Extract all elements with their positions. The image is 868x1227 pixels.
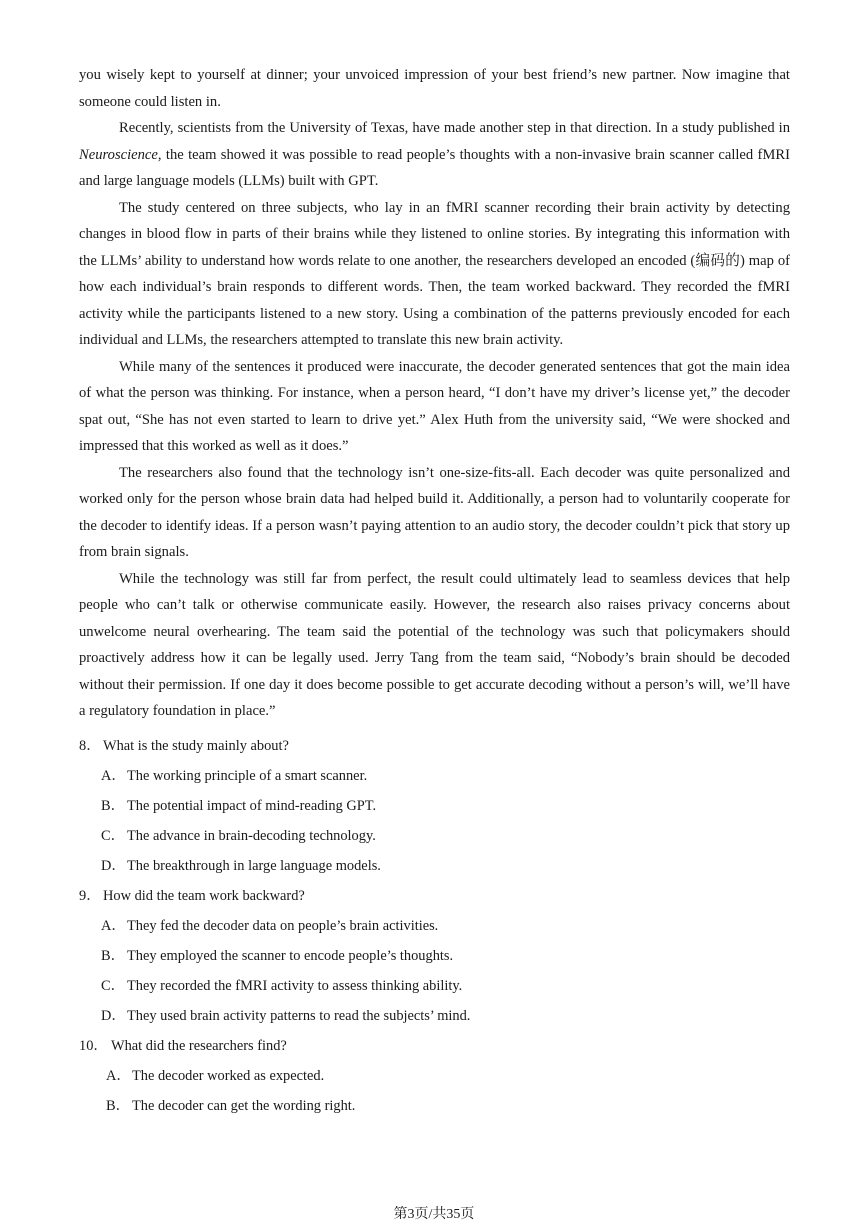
- question-stem: [79, 731, 790, 761]
- question-stem: [79, 1031, 790, 1061]
- option-text: The working principle of a smart scanner.: [127, 768, 368, 784]
- passage-paragraph-3: The study centered on three subjects, who lay in an fMRI scanner recording their brain activity by detecting changes in blood flow in parts of their brains while they listened to online stories. By integrating this information with the LLMs’ ability to understand how words relate to one another, the researchers developed an encoded (编码的) map of how each individual’s brain responds to different words. Then, the team worked backward. They recorded the fMRI activity while the participants listened to a new story. Using a combination of the patterns previously encoded for each individual and LLMs, the researchers attempted to translate this new brain activity.: [79, 199, 790, 348]
- passage-paragraph-4: While many of the sentences it produced were inaccurate, the decoder generated sentences that got the main idea of what the person was thinking. For instance, when a person heard, “I don’t have my driver’s license yet,” the decoder spat out, “She has not even started to learn to drive yet.” Alex Huth from the university said, “We were shocked and impressed that this worked as well as it does.”: [79, 358, 790, 454]
- answer-option[interactable]: [79, 1001, 790, 1031]
- question-text: What is the study mainly about?: [103, 738, 289, 754]
- question-text: What did the researchers find?: [111, 1038, 287, 1054]
- option-text: The advance in brain-decoding technology.: [127, 828, 376, 844]
- option-text: They recorded the fMRI activity to assess thinking ability.: [127, 978, 463, 994]
- question-10: [79, 1031, 790, 1121]
- option-text: The decoder can get the wording right.: [132, 1098, 356, 1114]
- option-letter: A．: [101, 768, 126, 784]
- journal-name: Neuroscience: [79, 146, 158, 163]
- question-number: 8．: [79, 738, 101, 754]
- passage-paragraph-6: While the technology was still far from perfect, the result could ultimately lead to seamless devices that help people who can’t talk or otherwise communicate easily. However, the research also raises privacy concerns about unwelcome neural overhearing. The team said the potential of the technology was such that policymakers should proactively address how it can be legally used. Jerry Tang from the team said, “Nobody’s brain should be decoded without their permission. If one day it does become possible to get accurate decoding without a person’s will, we’ll have a regulatory foundation in place.”: [79, 570, 790, 719]
- option-letter: B．: [106, 1098, 130, 1114]
- option-text: The decoder worked as expected.: [132, 1068, 325, 1084]
- option-text: They used brain activity patterns to read the subjects’ mind.: [127, 1008, 471, 1024]
- answer-option[interactable]: [79, 851, 790, 881]
- option-letter: C．: [101, 828, 125, 844]
- passage-paragraph-5: The researchers also found that the technology isn’t one-size-fits-all. Each decoder was quite personalized and worked only for the person whose brain data had helped build it. Additionally, a person had to voluntarily cooperate for the decoder to identify ideas. If a person wasn’t paying attention to an audio story, the decoder couldn’t pick that story up from brain signals.: [79, 464, 790, 560]
- answer-option[interactable]: [79, 971, 790, 1001]
- option-letter: A．: [106, 1068, 131, 1084]
- answer-option[interactable]: [79, 941, 790, 971]
- option-text: They fed the decoder data on people’s brain activities.: [127, 918, 439, 934]
- option-text: The potential impact of mind-reading GPT.: [127, 798, 377, 814]
- answer-option[interactable]: [79, 821, 790, 851]
- question-number: 10．: [79, 1038, 108, 1054]
- paragraph-text: , the team showed it was possible to read people’s thoughts with a non-invasive brain scanner called fMRI and large language models (LLMs) built with GPT.: [79, 146, 790, 189]
- answer-option[interactable]: [79, 1061, 790, 1091]
- answer-option[interactable]: [79, 791, 790, 821]
- answer-option[interactable]: [79, 761, 790, 791]
- paragraph-text: Recently, scientists from the University of Texas, have made another step in that direction. In a study published in: [119, 120, 790, 136]
- answer-option[interactable]: [79, 911, 790, 941]
- option-text: The breakthrough in large language models.: [127, 858, 381, 874]
- question-text: How did the team work backward?: [103, 888, 305, 904]
- question-8: [79, 731, 790, 881]
- passage-paragraph-2: [79, 115, 790, 195]
- option-letter: C．: [101, 978, 125, 994]
- answer-option[interactable]: [79, 1091, 790, 1121]
- reading-passage: [79, 62, 790, 725]
- passage-paragraph-1: you wisely kept to yourself at dinner; your unvoiced impression of your best friend’s new partner. Now imagine that someone could listen in.: [79, 67, 790, 110]
- question-number: 9．: [79, 888, 101, 904]
- option-text: They employed the scanner to encode people’s thoughts.: [127, 948, 454, 964]
- option-letter: D．: [101, 858, 126, 874]
- option-letter: A．: [101, 918, 126, 934]
- question-list: [79, 731, 790, 1121]
- option-letter: B．: [101, 798, 125, 814]
- page-number-footer: 第3页/共35页: [393, 1207, 475, 1222]
- option-letter: D．: [101, 1008, 126, 1024]
- option-letter: B．: [101, 948, 125, 964]
- question-stem: [79, 881, 790, 911]
- question-9: [79, 881, 790, 1031]
